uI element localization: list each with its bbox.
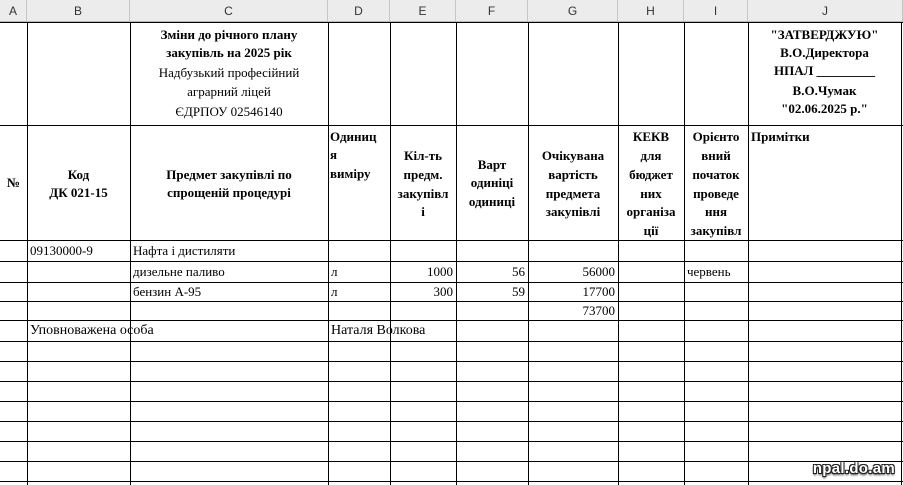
header-subject: спрощеній процедурі xyxy=(167,185,291,200)
header-expected-cost: Очікувана xyxy=(541,148,605,163)
cell-unit-price[interactable]: 59 xyxy=(512,284,525,299)
header-start-date: Орієнто xyxy=(692,129,740,144)
approval-line2: В.О.Директора xyxy=(780,45,869,60)
cell-start-date[interactable]: червень xyxy=(687,264,731,279)
cell-unit-price[interactable]: 56 xyxy=(512,264,525,279)
column-header-j[interactable]: J xyxy=(748,0,903,22)
header-kekv: ції xyxy=(643,223,659,238)
header-quantity: предм. xyxy=(403,167,443,182)
edrpou-code: ЄДРПОУ 02546140 xyxy=(175,104,283,119)
header-kekv: КЕКВ xyxy=(632,129,670,144)
plan-title-line2: закупівль на 2025 рік xyxy=(166,45,292,60)
cell-expected-cost[interactable]: 56000 xyxy=(582,264,615,279)
approval-line1: "ЗАТВЕРДЖУЮ" xyxy=(770,27,879,42)
header-start-date: вний xyxy=(701,148,731,163)
plan-title-line1: Зміни до річного плану xyxy=(160,27,298,42)
header-kekv: для xyxy=(640,148,662,163)
column-header-d[interactable]: D xyxy=(328,0,390,22)
cell-responsible-name[interactable]: Наталя Волкова xyxy=(331,323,426,338)
approval-date: "02.06.2025 р." xyxy=(781,101,868,116)
cell-unit[interactable]: л xyxy=(331,284,338,299)
cell-responsible-label[interactable]: Уповноважена особа xyxy=(30,323,154,338)
header-number: № xyxy=(6,175,21,190)
cell-quantity[interactable]: 300 xyxy=(433,284,453,299)
header-notes: Примітки xyxy=(751,129,810,144)
header-start-date: ння xyxy=(704,204,727,219)
org-name-line2: аграрний ліцей xyxy=(187,84,271,99)
column-header-b[interactable]: B xyxy=(27,0,130,22)
header-expected-cost: вартість xyxy=(548,167,598,182)
org-name-line1: Надбузький професійний xyxy=(158,65,300,80)
header-code: Код xyxy=(67,167,90,182)
header-expected-cost: предмета xyxy=(545,186,601,201)
column-header-h[interactable]: H xyxy=(618,0,684,22)
header-code: ДК 021-15 xyxy=(49,185,108,200)
header-unit-price: одиніці xyxy=(470,175,514,190)
header-subject: Предмет закупівлі по xyxy=(166,167,292,182)
cell-expected-cost[interactable]: 17700 xyxy=(582,284,615,299)
column-header-e[interactable]: E xyxy=(390,0,456,22)
column-header-g[interactable]: G xyxy=(528,0,618,22)
cell-subject[interactable]: Нафта і дистиляти xyxy=(133,243,236,258)
column-header-a[interactable]: A xyxy=(0,0,27,22)
cell-quantity[interactable]: 1000 xyxy=(427,264,453,279)
header-quantity: Кіл-ть xyxy=(404,148,442,163)
approval-line3: НПАЛ _________ xyxy=(773,63,876,78)
column-header-f[interactable]: F xyxy=(456,0,528,22)
header-quantity: закупівл xyxy=(397,186,449,201)
cell-code[interactable]: 09130000-9 xyxy=(30,243,93,258)
header-quantity: і xyxy=(421,204,425,219)
header-unit: Одиниц xyxy=(330,129,377,144)
header-unit-price: одиниці xyxy=(468,194,516,209)
header-unit: виміру xyxy=(330,166,371,181)
cell-subject[interactable]: дизельне паливо xyxy=(133,264,225,279)
header-start-date: початок xyxy=(692,167,740,182)
cell-subject[interactable]: бензин А-95 xyxy=(133,284,202,299)
approval-line4: В.О.Чумак xyxy=(792,83,857,98)
header-start-date: закупівл xyxy=(690,223,742,238)
header-unit-price: Варт xyxy=(477,157,507,172)
header-unit: я xyxy=(330,147,338,162)
cell-total-cost[interactable]: 73700 xyxy=(582,303,615,318)
header-kekv: них xyxy=(640,186,662,201)
header-expected-cost: закупівлі xyxy=(545,204,601,219)
cell-unit[interactable]: л xyxy=(331,264,338,279)
column-header-c[interactable]: C xyxy=(130,0,328,22)
header-kekv: організа xyxy=(626,204,676,219)
site-watermark: npal.do.am xyxy=(812,460,895,477)
header-start-date: проведе xyxy=(693,186,739,201)
header-kekv: бюджет xyxy=(629,167,673,182)
column-header-i[interactable]: I xyxy=(684,0,748,22)
